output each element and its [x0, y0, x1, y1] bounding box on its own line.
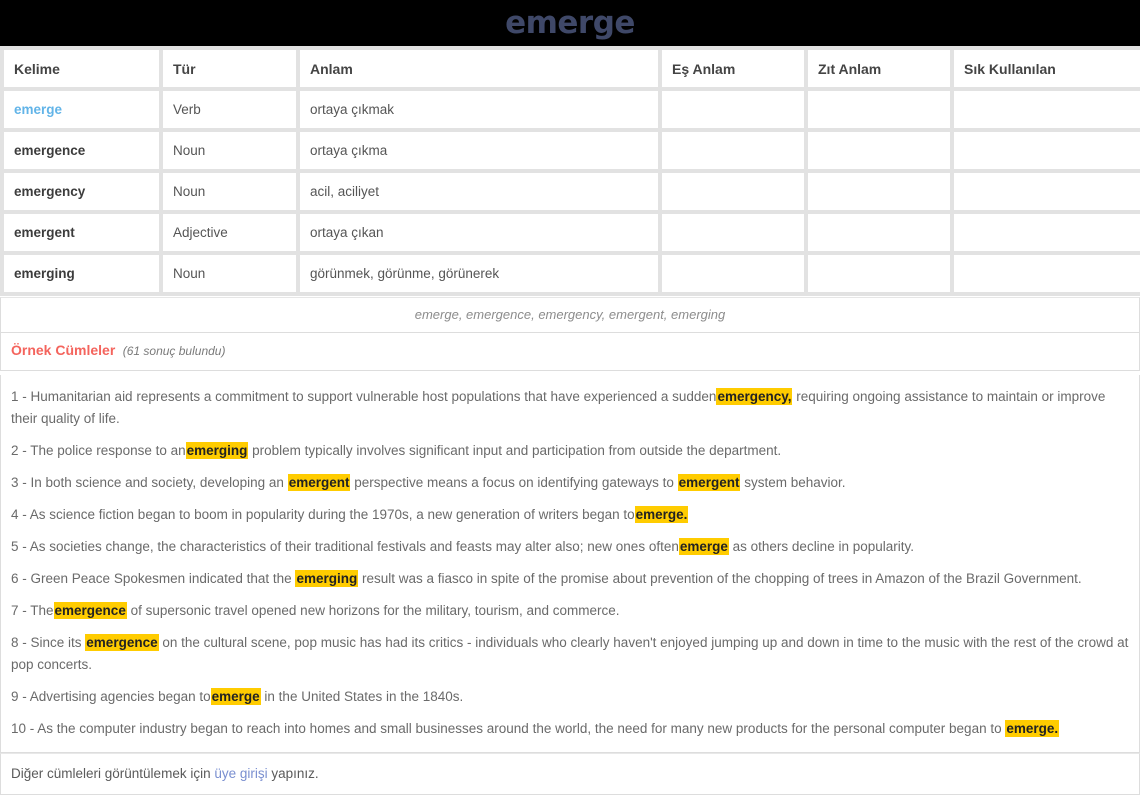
- sentence-number: 4 -: [11, 507, 30, 522]
- example-sentence: [11, 386, 1129, 430]
- cell-tur: Verb: [163, 91, 296, 128]
- cell-sik-kullanilan: [954, 214, 1140, 251]
- cell-zit-anlam: [808, 214, 950, 251]
- login-prompt: [0, 753, 1140, 795]
- example-sentence-list: [0, 375, 1140, 753]
- sentence-text: As societies change, the characteristics of their traditional festivals and feasts may alter also; new ones often: [29, 539, 679, 554]
- sentence-text: as others decline in popularity.: [728, 539, 914, 554]
- table-row: [4, 91, 1140, 128]
- highlighted-keyword: emergent: [288, 475, 350, 490]
- sentence-number: 5 -: [11, 539, 30, 554]
- sentence-number: 8 -: [11, 635, 31, 650]
- word-link[interactable]: emerge: [14, 102, 63, 117]
- cell-sik-kullanilan: [954, 255, 1140, 292]
- column-header-tur: Tür: [163, 50, 296, 87]
- table-row: [4, 173, 1140, 210]
- cell-tur: Adjective: [163, 214, 296, 251]
- highlighted-keyword: emerge: [679, 539, 728, 554]
- cell-es-anlam: [662, 132, 804, 169]
- login-prompt-after: yapınız.: [267, 766, 319, 781]
- sentence-text: In both science and society, developing an: [30, 475, 288, 490]
- cell-sik-kullanilan: [954, 173, 1140, 210]
- column-header-sik-kullanilan: Sık Kullanılan: [954, 50, 1140, 87]
- cell-zit-anlam: [808, 255, 950, 292]
- sentence-number: 7 -: [11, 603, 31, 618]
- table-row: [4, 132, 1140, 169]
- cell-kelime[interactable]: emergent: [4, 214, 159, 251]
- cell-es-anlam: [662, 173, 804, 210]
- site-logo[interactable]: emerge: [505, 4, 635, 41]
- highlighted-keyword: emergence: [54, 603, 126, 618]
- example-sentence: [11, 504, 1129, 526]
- highlighted-keyword: emergence: [86, 635, 158, 650]
- highlighted-keyword: emerge: [211, 689, 260, 704]
- site-header: [0, 0, 1140, 46]
- sentence-text: As the computer industry began to reach into homes and small businesses around the world, the need for many new products for the personal computer began to: [37, 721, 1006, 736]
- word-table: [0, 46, 1140, 296]
- example-sentence: [11, 600, 1129, 622]
- sentence-text: Since its: [30, 635, 86, 650]
- cell-sik-kullanilan: [954, 91, 1140, 128]
- cell-kelime[interactable]: emergence: [4, 132, 159, 169]
- sentence-text: Advertising agencies began to: [29, 689, 211, 704]
- column-header-kelime: Kelime: [4, 50, 159, 87]
- cell-tur: Noun: [163, 132, 296, 169]
- sentence-text: in the United States in the 1840s.: [260, 689, 464, 704]
- cell-tur: Noun: [163, 173, 296, 210]
- table-row: [4, 214, 1140, 251]
- sentence-number: 6 -: [11, 571, 31, 586]
- word-table-container: [0, 46, 1140, 296]
- cell-es-anlam: [662, 255, 804, 292]
- sentence-text: of supersonic travel opened new horizons for the military, tourism, and commerce.: [126, 603, 620, 618]
- sentence-text: problem typically involves significant input and participation from outside the department.: [248, 443, 782, 458]
- cell-es-anlam: [662, 91, 804, 128]
- example-sentence: [11, 632, 1129, 676]
- cell-zit-anlam: [808, 132, 950, 169]
- cell-kelime[interactable]: [4, 91, 159, 128]
- highlighted-keyword: emergent: [678, 475, 740, 490]
- sentence-number: 2 -: [11, 443, 31, 458]
- example-sentence: [11, 472, 1129, 494]
- highlighted-keyword: emerging: [186, 443, 248, 458]
- example-sentence: [11, 568, 1129, 590]
- examples-header: [0, 333, 1140, 371]
- sentence-number: 10 -: [11, 721, 38, 736]
- example-sentence: [11, 718, 1129, 740]
- cell-anlam: görünmek, görünme, görünerek: [300, 255, 658, 292]
- example-sentence: [11, 686, 1129, 708]
- sentence-text: As science fiction began to boom in popularity during the 1970s, a new generation of writers began to: [29, 507, 635, 522]
- sentence-number: 3 -: [11, 475, 31, 490]
- examples-title: Örnek Cümleler: [11, 342, 116, 358]
- cell-zit-anlam: [808, 91, 950, 128]
- sentence-number: 9 -: [11, 689, 30, 704]
- sentence-text: The police response to an: [30, 443, 186, 458]
- column-header-zit-anlam: Zıt Anlam: [808, 50, 950, 87]
- sentence-text: perspective means a focus on identifying gateways to: [350, 475, 678, 490]
- cell-anlam: ortaya çıkmak: [300, 91, 658, 128]
- login-link[interactable]: üye girişi: [214, 766, 268, 781]
- login-prompt-before: Diğer cümleleri görüntülemek için: [11, 766, 215, 781]
- cell-anlam: ortaya çıkma: [300, 132, 658, 169]
- sentence-text: The: [30, 603, 54, 618]
- sentence-text: result was a fiasco in spite of the promise about prevention of the chopping of trees in Amazon of the Brazil Government.: [358, 571, 1082, 586]
- cell-tur: Noun: [163, 255, 296, 292]
- cell-anlam: ortaya çıkan: [300, 214, 658, 251]
- highlighted-keyword: emergency,: [717, 389, 792, 404]
- example-sentence: [11, 536, 1129, 558]
- table-row: [4, 255, 1140, 292]
- cell-kelime[interactable]: emerging: [4, 255, 159, 292]
- column-header-es-anlam: Eş Anlam: [662, 50, 804, 87]
- cell-anlam: acil, aciliyet: [300, 173, 658, 210]
- sentence-text: Green Peace Spokesmen indicated that the: [30, 571, 296, 586]
- word-forms-line: emerge, emergence, emergency, emergent, emerging: [0, 297, 1140, 333]
- sentence-text: requiring ongoing assistance to maintain or improve their quality of life.: [11, 389, 1106, 426]
- example-sentence: [11, 440, 1129, 462]
- column-header-anlam: Anlam: [300, 50, 658, 87]
- word-table-body: [4, 91, 1140, 292]
- cell-zit-anlam: [808, 173, 950, 210]
- sentence-text: on the cultural scene, pop music has had its critics - individuals who clearly haven't enjoyed jumping up and down in time to the music with the rest of the crowd at pop concerts.: [11, 635, 1129, 672]
- highlighted-keyword: emerging: [296, 571, 358, 586]
- cell-kelime[interactable]: emergency: [4, 173, 159, 210]
- sentence-text: system behavior.: [740, 475, 846, 490]
- examples-result-count: (61 sonuç bulundu): [122, 344, 226, 358]
- table-header-row: [4, 50, 1140, 87]
- highlighted-keyword: emerge.: [635, 507, 688, 522]
- cell-es-anlam: [662, 214, 804, 251]
- cell-sik-kullanilan: [954, 132, 1140, 169]
- sentence-number: 1 -: [11, 389, 31, 404]
- highlighted-keyword: emerge.: [1006, 721, 1059, 736]
- sentence-text: Humanitarian aid represents a commitment to support vulnerable host populations that have experienced a sudden: [30, 389, 717, 404]
